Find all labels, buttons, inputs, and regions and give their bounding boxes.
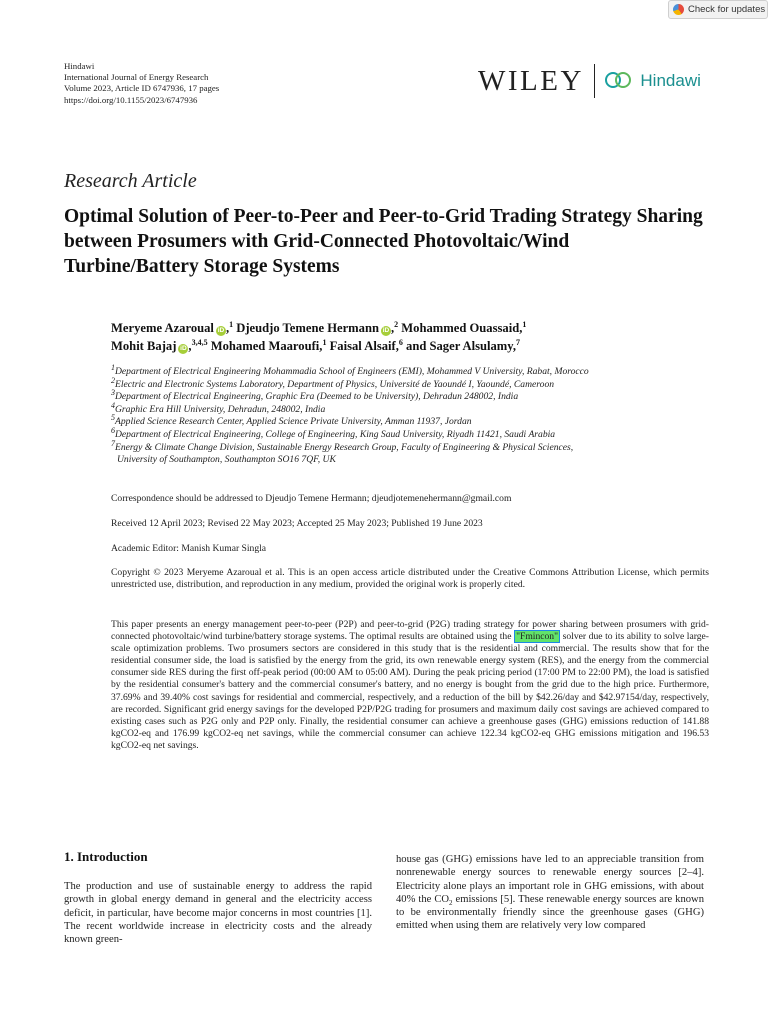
abstract-highlight[interactable]: "Fmincon" <box>516 631 559 643</box>
intro-right-text-a: house gas (GHG) emissions have led to an appreciable transition from nonrenewable energy sources to renewable energy sources [2–4]. Electricity alone plays an important role in GHG emissions, with about 40% the CO <box>396 854 704 905</box>
author-name: Mohit Bajaj <box>111 338 177 353</box>
copyright-notice: Copyright © 2023 Meryeme Azaroual et al. This is an open access article distributed under the Creative Commons Attribution License, which permits unrestricted use, distribution, and reproduction in any medium, provided the original work is properly cited. <box>111 567 709 590</box>
intro-column-right <box>396 853 704 933</box>
author-separator: , <box>390 321 395 335</box>
author-item[interactable] <box>111 339 208 353</box>
affiliation-number: 4 <box>111 400 115 410</box>
affiliation-text: Department of Electrical Engineering, College of Engineering, King Saud University, Riyadh 11421, Saudi Arabia <box>115 428 556 440</box>
author-item[interactable] <box>430 339 521 353</box>
orcid-icon[interactable]: iD <box>382 327 390 334</box>
wiley-logo: WILEY <box>478 64 584 97</box>
author-list: Meryeme Azaroual iD ,$^1$ Djeudjo Temene Hermann iD ,$^2$ Mohammed Ouassaid,$^1$ Mohit Bajaj iD ,$^{3,4,5}$ Mohamed Maaroufi,$^1$ Faisal Alsaif,$^6$ and Sager Alsulamy,$^7$ <box>111 319 527 353</box>
affiliation-text: Graphic Era Hill University, Dehradun, 248002, India <box>115 403 326 415</box>
author-affiliation-number: 7 <box>516 337 521 347</box>
affiliation-continuation: University of Southampton, Southampton SO16 7QF, UK <box>117 454 336 466</box>
affiliation-item <box>111 375 711 392</box>
affiliation-item <box>111 400 711 417</box>
volume-info: Volume 2023, Article ID 6747936, 17 pages <box>64 83 220 94</box>
academic-editor: Academic Editor: Manish Kumar Singla <box>111 543 267 554</box>
update-icon <box>673 4 684 15</box>
affiliation-number: 6 <box>111 425 115 435</box>
paper-title: Optimal Solution of Peer-to-Peer and Peer-to-Grid Trading Strategy Sharing between Prosumers with Grid-Connected Photovoltaic/Wind Turbine/Battery Storage Systems <box>64 206 703 277</box>
author-name: Djeudjo Temene Hermann <box>236 321 379 335</box>
author-item[interactable] <box>401 321 526 335</box>
author-separator: , <box>319 338 323 353</box>
affiliation-item <box>111 362 711 379</box>
author-separator: , <box>395 338 399 353</box>
intro-column-left: The production and use of sustainable energy to address the rapid growth in global energy demand in general and the electricity access deficit, in particular, have become major concerns in most countries [1]. The recent worldwide increase in electricity costs and the already known green- <box>64 881 372 946</box>
affiliation-item <box>111 388 711 404</box>
affiliation-text: Department of Electrical Engineering Mohammadia School of Engineers (EMI), Mohammed V University, Rabat, Morocco <box>115 366 589 377</box>
affiliation-number: 5 <box>111 413 115 423</box>
author-affiliation-number: 2 <box>394 319 399 329</box>
check-for-updates-button[interactable] <box>668 0 768 19</box>
journal-meta <box>64 61 219 106</box>
affiliation-text: Energy & Climate Change Division, Sustainable Energy Research Group, Faculty of Engineering & Physical Sciences, <box>115 441 574 453</box>
check-for-updates-label: Check for updates <box>688 4 766 15</box>
orcid-icon[interactable]: iD <box>217 327 225 334</box>
author-separator: , <box>512 338 517 353</box>
orcid-icon[interactable]: iD <box>180 344 187 352</box>
hindawi-logo-text: Hindawi <box>640 71 701 90</box>
affiliation-number: 1 <box>111 362 115 372</box>
affiliation-text: Department of Electrical Engineering, Graphic Era (Deemed to be University), Dehradun 248002, India <box>115 391 519 403</box>
affiliation-list <box>111 362 711 467</box>
author-name: Meryeme Azaroual <box>111 321 214 335</box>
affiliation-text: Applied Science Research Center, Applied Science Private University, Amman 11937, Jordan <box>115 416 472 428</box>
abstract-text-after: solver due to its ability to solve large-scale optimization problems. Two prosumers sectors are considered in this study that is the residential and commercial. The results show that for the residential consumer side, the load is satisfied by the energy from the grid, its own renewable energy system (RES), and the energy from the commercial consumer side RES during the first off-peak period (00:00 AM to 05:00 AM). During the peak pricing period (17:00 PM to 22:00 PM), the load is satisfied by the residential consumer's battery and the commercial consumer's battery, and no energy is bought from the grid due to the high price. Furthermore, 37.69% and 39.40% cost savings for residential and commercial, respectively, and a reduction of the bill by $42.26/day and $42.97154/day, respectively, are recorded. Significant grid energy savings for the developed P2P/P2G trading for prosumers and maximum daily cost savings are achieved compared to existing cases such as P2G only and P2P only. Finally, the residential consumer can achieve a greenhouse gases (GHG) emissions reduction of 141.88 kgCO2-eq and 176.99 kgCO2-eq net savings, while the commercial consumer can achieve 122.34 kgCO2-eq GHG emissions mitigation and 196.53 kgCO2-eq net savings. <box>111 631 709 751</box>
logo-divider <box>594 64 596 98</box>
author-item[interactable] <box>236 321 398 335</box>
affiliation-number: 7 <box>111 438 115 448</box>
author-affiliation-number: 3,4,5 <box>191 337 208 347</box>
author-name: Mohamed Maaroufi <box>210 338 320 353</box>
affiliation-number: 3 <box>111 388 115 397</box>
author-affiliation-number: 1 <box>522 319 527 329</box>
author-separator: , <box>188 338 192 353</box>
author-item[interactable] <box>211 339 327 353</box>
publication-dates: Received 12 April 2023; Revised 22 May 2023; Accepted 25 May 2023; Published 19 June 2023 <box>111 518 483 529</box>
doi-link[interactable]: https://doi.org/10.1155/2023/6747936 <box>64 94 198 105</box>
affiliation-item <box>111 438 711 455</box>
author-separator: , <box>519 321 523 335</box>
author-separator: , <box>225 321 230 335</box>
hindawi-logo-icon <box>605 71 635 91</box>
publisher-logos <box>478 62 701 100</box>
article-type: Research Article <box>64 170 197 192</box>
journal-name: International Journal of Energy Research <box>64 72 209 83</box>
author-item[interactable] <box>330 339 403 353</box>
intro-right-text-b: emissions [5]. These renewable energy sources are known to be environmentally friendly since the greenhouse gases (GHG) emitted when using them are relatively very low compared <box>396 893 704 932</box>
author-name: Faisal Alsaif <box>329 338 396 353</box>
author-affiliation-number: 1 <box>322 337 327 347</box>
author-item[interactable] <box>111 321 233 335</box>
intro-right-subscript: 2 <box>449 899 453 907</box>
author-affiliation-number: 6 <box>398 337 403 347</box>
author-name: Mohammed Ouassaid <box>401 321 520 335</box>
affiliation-number: 2 <box>111 375 115 385</box>
author-name: Sager Alsulamy <box>429 338 513 353</box>
abstract <box>111 619 709 752</box>
abstract-text-before: This paper presents an energy management peer-to-peer (P2P) and peer-to-grid (P2G) trading strategy for power sharing between prosumers with grid-connected photovoltaic/wind turbine/battery storage systems. The optimal results are obtained using the <box>111 619 709 643</box>
affiliation-text: Electric and Electronic Systems Laboratory, Department of Physics, Université de Yaoundé I, Yaoundé, Cameroon <box>115 378 555 390</box>
section-heading-introduction: 1. Introduction <box>64 849 148 864</box>
author-affiliation-number: 1 <box>229 319 234 329</box>
correspondence: Correspondence should be addressed to Djeudjo Temene Hermann; djeudjotemenehermann@gmail.com <box>111 493 512 504</box>
affiliation-item <box>111 425 711 442</box>
affiliation-item <box>111 413 711 429</box>
publisher-name: Hindawi <box>64 61 95 71</box>
